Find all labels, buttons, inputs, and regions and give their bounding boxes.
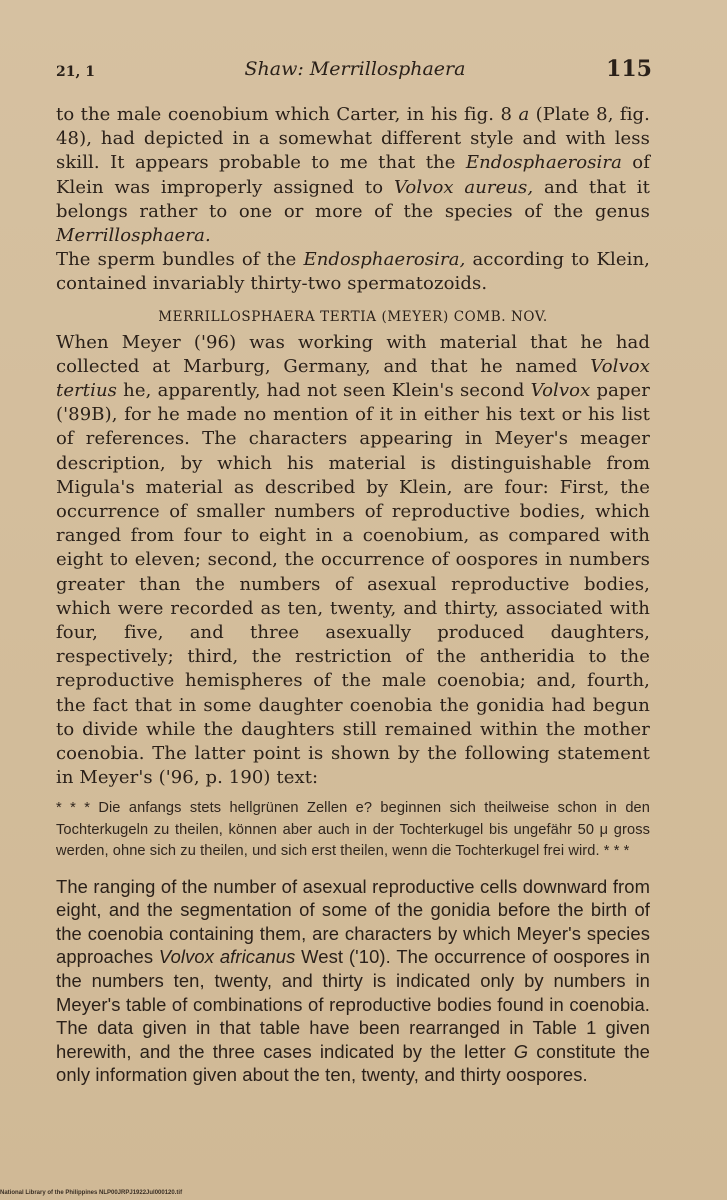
italic-run: Volvox tertius bbox=[56, 355, 650, 402]
page-number: 115 bbox=[606, 56, 652, 82]
text-run: (Plate 8, fig. 48), had depicted in a somewhat different style and with less skill. It appears probable to me that the bbox=[56, 104, 650, 174]
italic-run: Merrillosphaera. bbox=[56, 225, 211, 247]
text-run: he, apparently, had not seen Klein's second bbox=[117, 380, 531, 402]
text-run: and that it belongs rather to one or more of the species of the genus bbox=[56, 176, 650, 222]
italic-run: Endosphaerosira bbox=[465, 152, 622, 174]
running-header bbox=[56, 58, 654, 86]
italic-run: Volvox bbox=[530, 380, 591, 402]
text-run: paper ('89B), for he made no mention of it in either his text or his list of references. The characters appearing in Meyer's meager description, by which his material is distinguishable from Migula's material as described by Klein, are four: First, the occurrence of smaller numbers of reproductive bodies, which ranged from four to eight in a coenobium, as compared with eight to eleven; second, the occurrence of oospores in numbers greater than the numbers of asexual reproductive bodies, which were recorded as ten, twenty, and thirty, associated with four, five, and three asexually produced daughters, respectively; third, the restriction of the antheridia to the reproductive hemispheres of the male coenobia; and, fourth, the fact that in some daughter coenobia the gonidia had begun to divide while the daughters still remained within the mother coenobia. The latter point is shown by the following statement in Meyer's ('96, p. 190) text: bbox=[56, 380, 651, 789]
text-run: When Meyer ('96) was working with material that he had collected at Marburg, Germany, and that he named bbox=[56, 331, 650, 377]
german-quotation: * * * Die anfangs stets hellgrünen Zellen e? beginnen sich theilweise schon in den Tochterkugeln zu theilen, können aber auch in der Tochterkugel bis ungefähr 50 μ gross werden, ohne sich zu theilen, und sich erst theilen, wenn die Tochterkugel frei wird. * * * bbox=[56, 800, 650, 860]
italic-run: Endosphaerosira, bbox=[303, 249, 466, 271]
paragraph-3 bbox=[56, 331, 650, 791]
paragraph-2 bbox=[56, 248, 650, 296]
section-heading: MERRILLOSPHAERA TERTIA (MEYER) COMB. NOV. bbox=[158, 308, 548, 325]
text-run: of Klein was improperly assigned to bbox=[56, 152, 650, 198]
text-run: to the male coenobium which Carter, in his fig. 8 bbox=[56, 104, 519, 125]
scan-footer: National Library of the Philippines NLP00JRPJ1922Jul000120.tif bbox=[0, 1190, 183, 1196]
body-text bbox=[56, 103, 650, 1087]
text-run: constitute the only information given about the ten, twenty, and thirty oospores. bbox=[56, 1040, 650, 1086]
paragraph-1 bbox=[56, 103, 650, 248]
italic-run: Volvox africanus bbox=[158, 946, 296, 968]
running-title: Shaw: Merrillosphaera bbox=[244, 58, 466, 80]
text-run: West ('10). The occurrence of oospores in the numbers ten, twenty, and thirty is indicated only by numbers in Meyer's table of combinations of reproductive bodies found in coenobia. The data given in that table have been rearranged in Table 1 given herewith, and the three cases indicated by the letter bbox=[56, 946, 650, 1062]
text-run: The sperm bundles of the bbox=[56, 249, 304, 271]
italic-run: Volvox aureus, bbox=[393, 176, 534, 198]
italic-run: a bbox=[518, 104, 530, 125]
volume-issue: 21, 1 bbox=[56, 64, 95, 80]
text-run: The ranging of the number of asexual reproductive cells downward from eight, and the segmentation of some of the gonidia before the birth of the coenobia containing them, are characters by which Meyer's species approaches bbox=[56, 875, 650, 968]
text-run: according to Klein, contained invariably thirty-two spermatozoids. bbox=[56, 249, 650, 295]
italic-run: G bbox=[513, 1040, 529, 1062]
paragraph-4 bbox=[56, 875, 650, 1087]
